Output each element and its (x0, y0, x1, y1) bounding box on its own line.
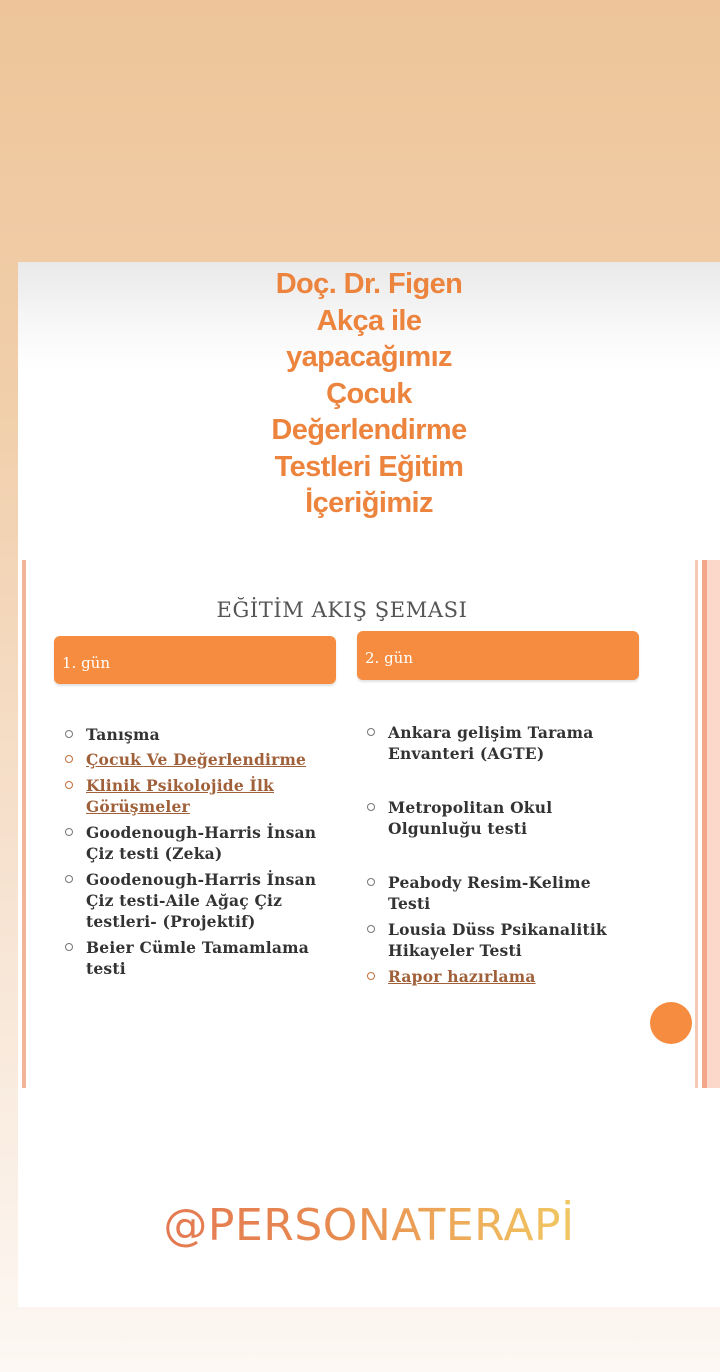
list-item-link[interactable]: Rapor hazırlama (362, 966, 630, 987)
list-item: Peabody Resim-Kelime Testi (362, 872, 630, 914)
list-item: Tanışma (60, 724, 345, 745)
decorative-dot (650, 1002, 692, 1044)
headline (18, 262, 720, 556)
day2-header (357, 631, 639, 680)
brand-watermark: @PERSONATERAPİ (18, 1200, 720, 1251)
day2-list (362, 722, 630, 987)
day2-label: 2. gün (365, 649, 414, 667)
headline-line: Testleri Eğitim (274, 450, 464, 483)
list-item: Beier Cümle Tamamlama testi (60, 937, 345, 979)
headline-line: Akça ile (316, 304, 422, 337)
left-accent-bar (22, 560, 26, 1088)
right-accent-bars (694, 560, 720, 1088)
list-item: Lousia Düss Psikanalitik Hikayeler Testi (362, 919, 630, 961)
day1-label: 1. gün (62, 654, 111, 672)
day1-list (60, 724, 345, 979)
headline-line: Çocuk (326, 377, 412, 410)
list-item: Metropolitan Okul Olgunluğu testi (362, 797, 630, 839)
list-item: Goodenough-Harris İnsan Çiz testi-Aile Ağaç Çiz testleri- (Projektif) (60, 869, 345, 932)
list-item-link[interactable]: Klinik Psikolojide İlk Görüşmeler (60, 775, 345, 817)
headline-line: İçeriğimiz (305, 487, 433, 519)
day1-header (54, 636, 336, 684)
headline-line: Değerlendirme (271, 414, 467, 446)
slide-title: EĞİTİM AKIŞ ŞEMASI (216, 598, 468, 622)
post-card (18, 262, 720, 1307)
headline-line: Doç. Dr. Figen (275, 268, 463, 300)
list-item: Ankara gelişim Tarama Envanteri (AGTE) (362, 722, 630, 764)
headline-line: yapacağımız (286, 341, 452, 373)
list-item: Goodenough-Harris İnsan Çiz testi (Zeka) (60, 822, 345, 864)
training-slide (20, 560, 720, 1088)
list-item-link[interactable]: Çocuk Ve Değerlendirme (60, 749, 345, 770)
